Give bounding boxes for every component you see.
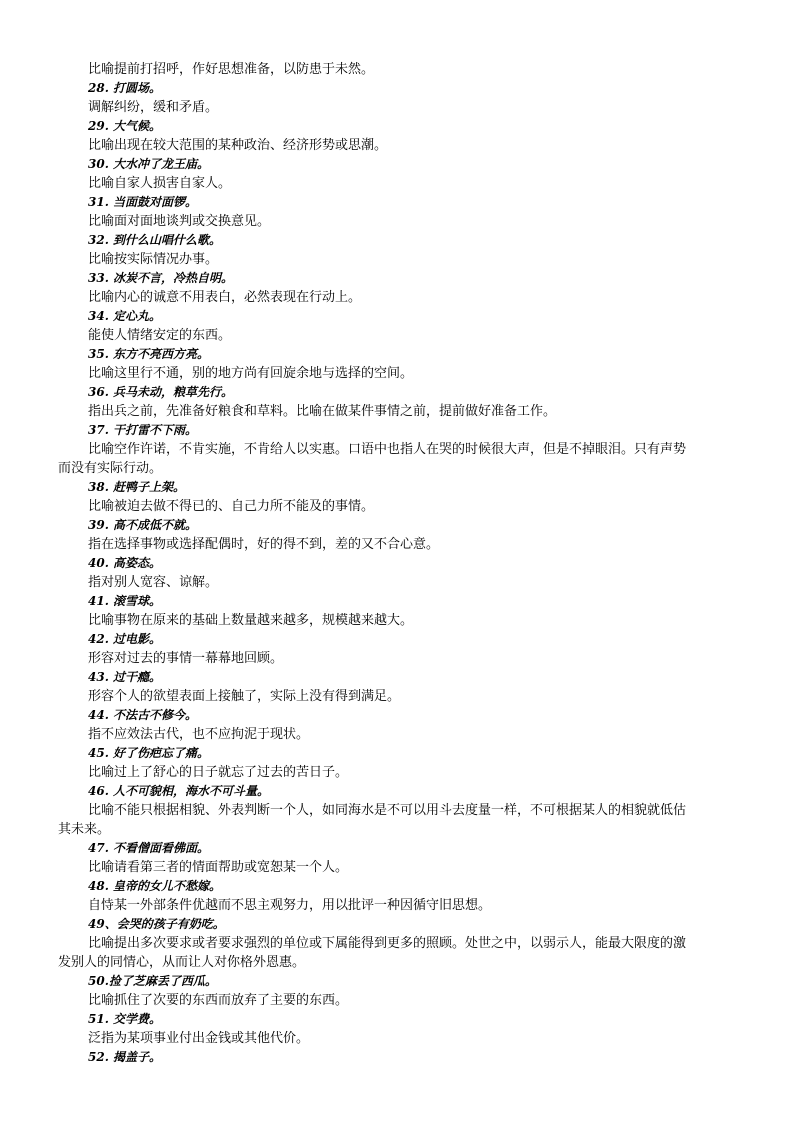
entry-definition-continued: 其未来。 [58, 822, 111, 837]
entry-definition-continued: 发别人的同情心，从而让人对你格外恩惠。 [58, 955, 306, 970]
entry-definition: 自恃某一外部条件优越而不思主观努力，用以批评一种因循守旧思想。 [88, 898, 492, 913]
entry-title: 50.捡了芝麻丢了西瓜。 [88, 974, 217, 988]
entry-definition: 比喻出现在较大范围的某种政治、经济形势或思潮。 [88, 138, 388, 153]
entry-definition: 比喻提前打招呼，作好思想准备，以防患于未然。 [88, 62, 375, 77]
entry-definition: 比喻这里行不通，别的地方尚有回旋余地与选择的空间。 [88, 366, 414, 381]
entry-definition: 比喻内心的诚意不用表白，必然表现在行动上。 [88, 290, 362, 305]
entry-definition: 比喻按实际情况办事。 [88, 252, 219, 267]
entry-definition: 指对别人宽容、谅解。 [88, 575, 219, 590]
entry-definition: 比喻自家人损害自家人。 [88, 176, 232, 191]
entry-definition: 泛指为某项事业付出金钱或其他代价。 [88, 1031, 310, 1046]
entry-title: 46. 人不可貌相，海水不可斗量。 [88, 784, 270, 798]
entry-definition: 比喻面对面地谈判或交换意见。 [88, 214, 271, 229]
entry-title: 48. 皇帝的女儿不愁嫁。 [88, 879, 222, 893]
entry-title: 39. 高不成低不就。 [88, 518, 198, 532]
entry-definition: 指在选择事物或选择配偶时，好的得不到，差的又不合心意。 [88, 537, 440, 552]
document-page [58, 60, 732, 1067]
entry-title: 36. 兵马未动，粮草先行。 [88, 385, 234, 399]
entry-definition: 比喻事物在原来的基础上数量越来越多，规模越来越大。 [88, 613, 414, 628]
entry-title: 32. 到什么山唱什么歌。 [88, 233, 222, 247]
entry-title: 51. 交学费。 [88, 1012, 162, 1026]
entry-definition: 比喻被迫去做不得已的、自己力所不能及的事情。 [88, 499, 375, 514]
entry-title: 42. 过电影。 [88, 632, 162, 646]
entry-definition: 比喻不能只根据相貌、外表判断一个人，如同海水是不可以用斗去度量一样，不可根据某人的相貌就低估 [88, 803, 687, 818]
entry-title: 29. 大气候。 [88, 119, 162, 133]
entry-title: 33. 冰炭不言，冷热自明。 [88, 271, 234, 285]
entry-definition-continued: 而没有实际行动。 [58, 461, 163, 476]
entry-title: 31. 当面鼓对面锣。 [88, 195, 198, 209]
entry-definition: 比喻提出多次要求或者要求强烈的单位或下属能得到更多的照顾。处世之中，以弱示人，能最大限度的激 [88, 936, 687, 951]
entry-definition: 能使人情绪安定的东西。 [88, 328, 232, 343]
entry-title: 49、会哭的孩子有奶吃。 [88, 917, 225, 931]
entry-title: 44. 不法古不修今。 [88, 708, 198, 722]
entry-definition: 调解纠纷，缓和矛盾。 [88, 100, 219, 115]
entry-title: 38. 赶鸭子上架。 [88, 480, 186, 494]
entry-title: 47. 不看僧面看佛面。 [88, 841, 210, 855]
entry-title: 28. 打圆场。 [88, 81, 162, 95]
entry-definition: 比喻空作许诺，不肯实施，不肯给人以实惠。口语中也指人在哭的时候很大声，但是不掉眼泪。只有声势 [88, 442, 687, 457]
entry-title: 43. 过干瘾。 [88, 670, 162, 684]
entry-definition: 比喻请看第三者的情面帮助或宽恕某一个人。 [88, 860, 349, 875]
entry-title: 37. 干打雷不下雨。 [88, 423, 198, 437]
entry-definition: 比喻过上了舒心的日子就忘了过去的苦日子。 [88, 765, 349, 780]
entry-definition: 比喻抓住了次要的东西而放弃了主要的东西。 [88, 993, 349, 1008]
entry-title: 52. 揭盖子。 [88, 1050, 162, 1064]
entry-title: 45. 好了伤疤忘了痛。 [88, 746, 210, 760]
entry-title: 34. 定心丸。 [88, 309, 162, 323]
entry-definition: 指不应效法古代，也不应拘泥于现状。 [88, 727, 310, 742]
entry-title: 41. 滚雪球。 [88, 594, 162, 608]
entry-title: 30. 大水冲了龙王庙。 [88, 157, 210, 171]
entry-definition: 形容对过去的事情一幕幕地回顾。 [88, 651, 284, 666]
entry-definition: 形容个人的欲望表面上接触了，实际上没有得到满足。 [88, 689, 401, 704]
entry-title: 40. 高姿态。 [88, 556, 162, 570]
entry-title: 35. 东方不亮西方亮。 [88, 347, 210, 361]
entry-definition: 指出兵之前，先准备好粮食和草料。比喻在做某件事情之前，提前做好准备工作。 [88, 404, 557, 419]
